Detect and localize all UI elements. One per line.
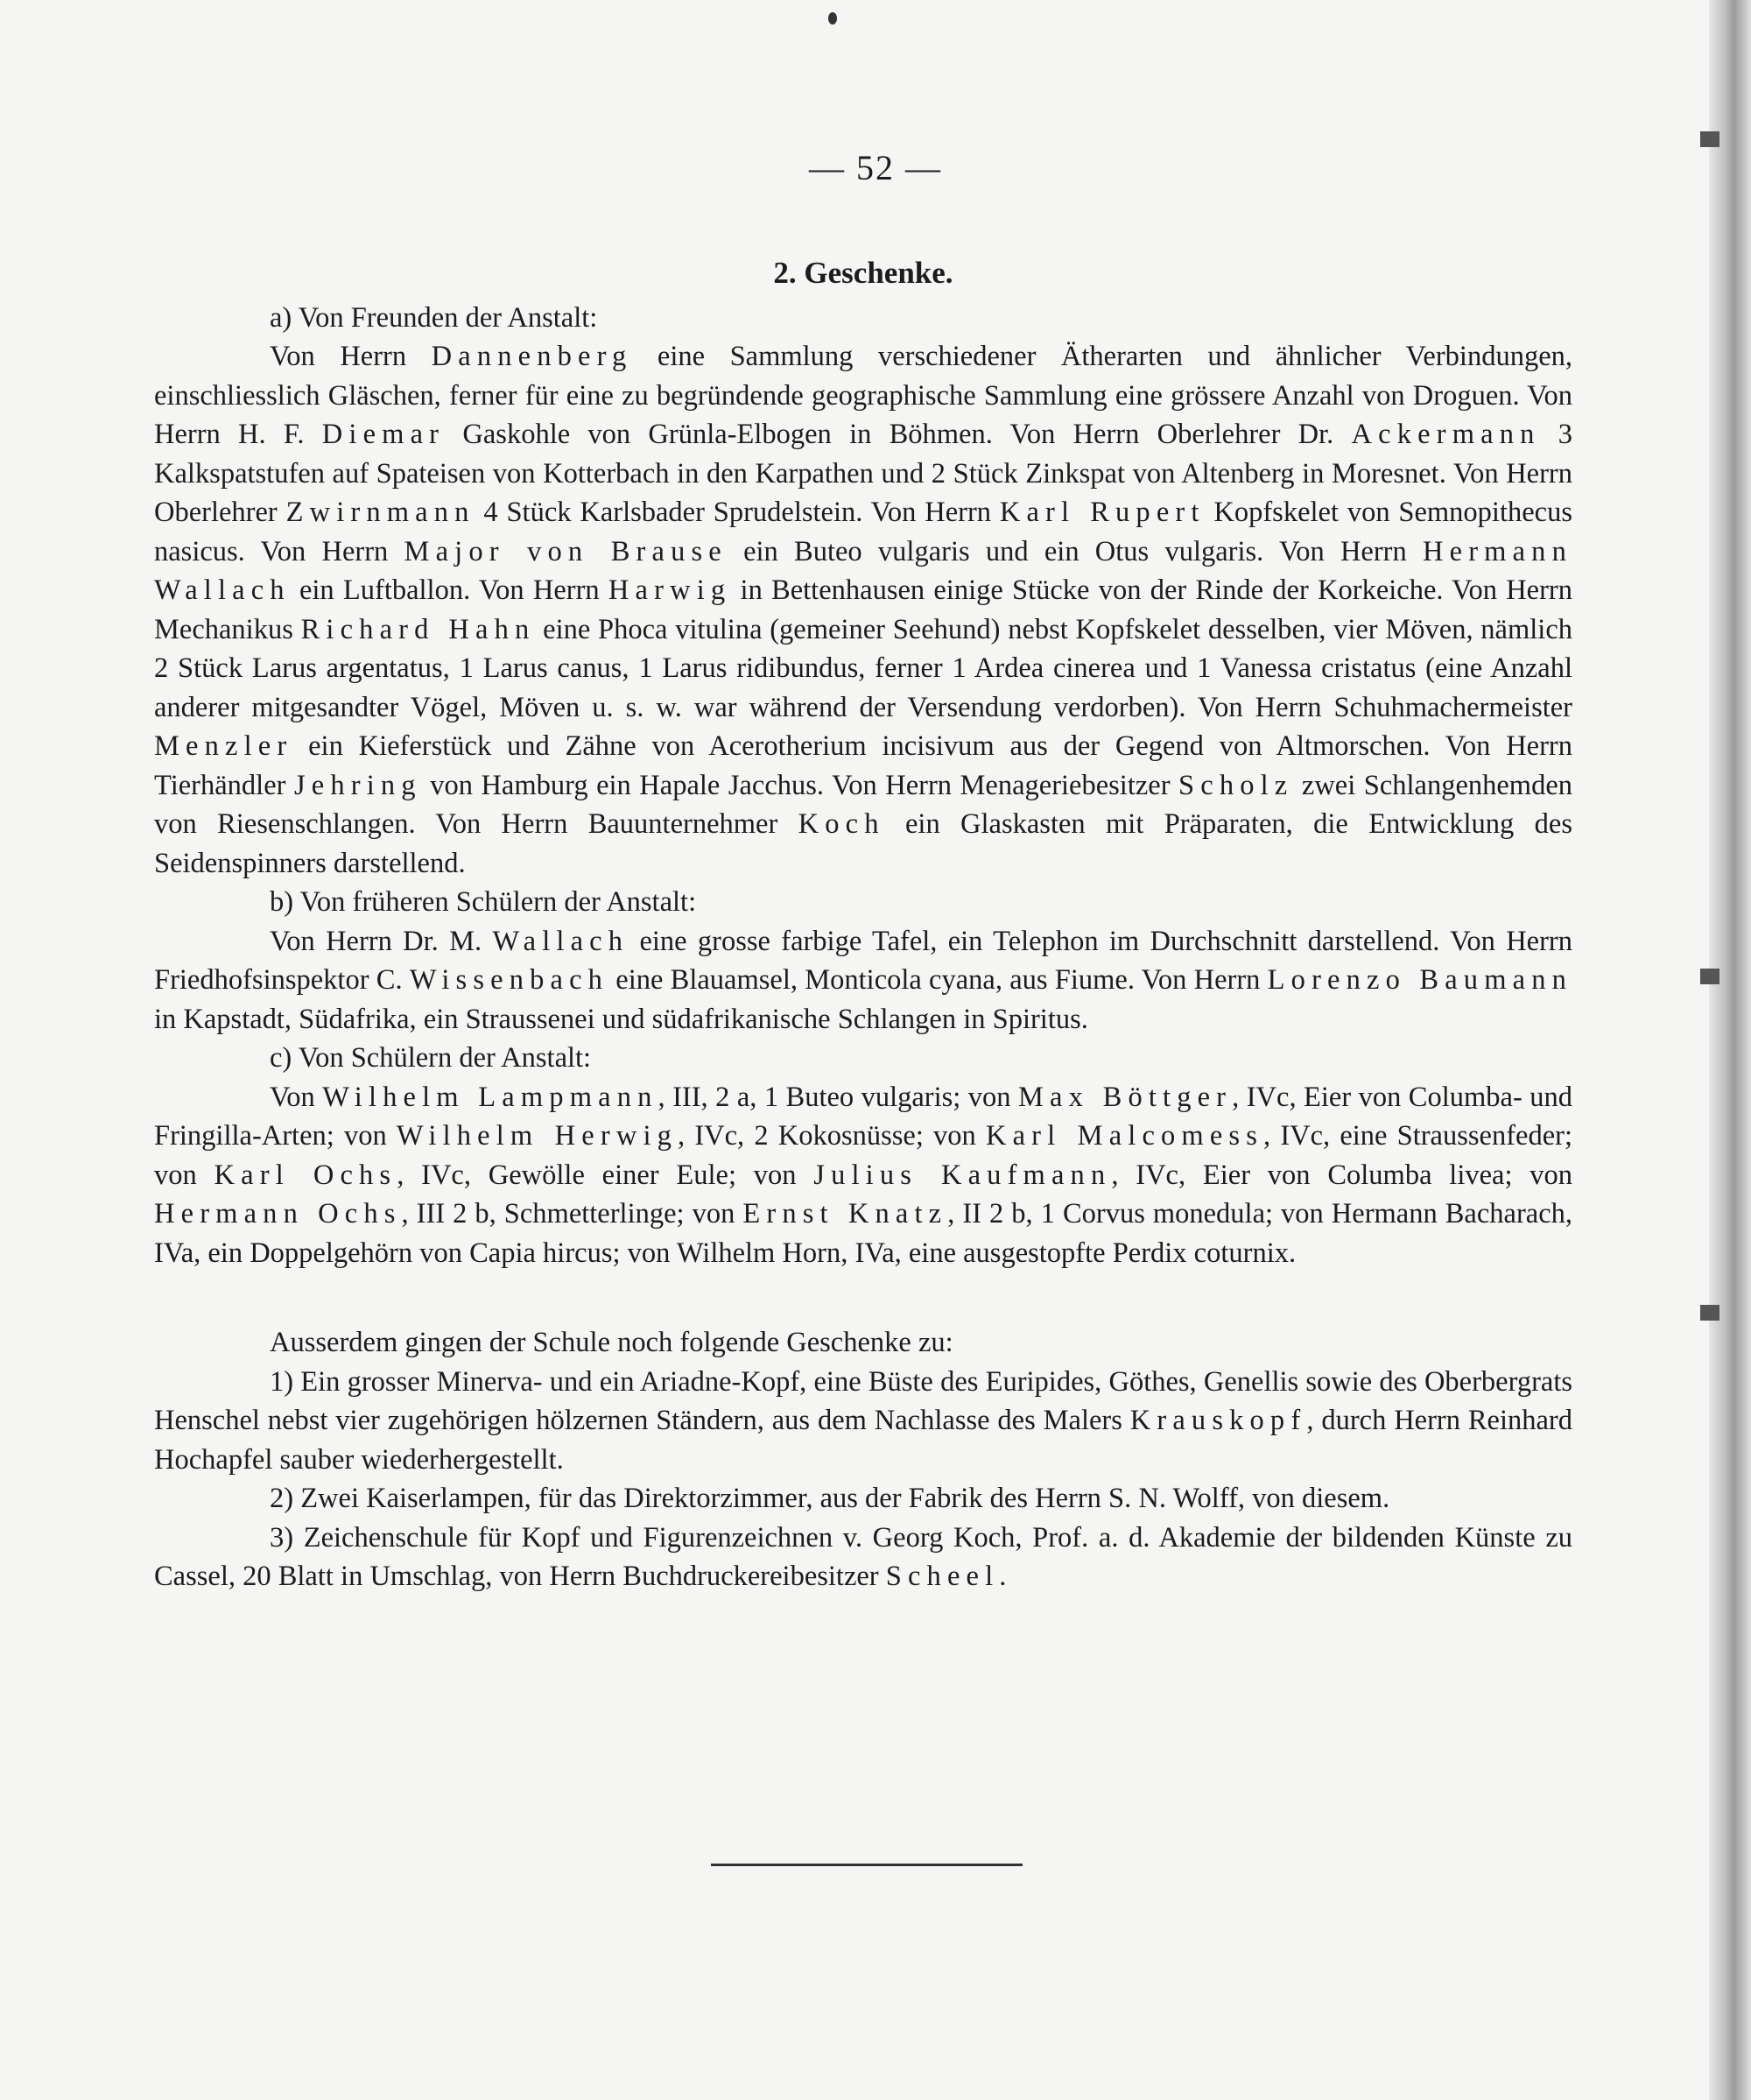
additional-gift-item: 3) Zeichenschule für Kopf und Figurenzeichnen v. Georg Koch, Prof. a. d. Akademie der bildenden Künste zu Cassel, 20 Blatt in Umschlag, von Herrn Buchdruckereibesitzer Scheel. <box>154 1521 1572 1592</box>
additional-gifts-intro: Ausserdem gingen der Schule noch folgende Geschenke zu: <box>270 1327 953 1358</box>
donor-name: Krauskopf <box>1129 1405 1307 1436</box>
donor-name: Scholz <box>1178 769 1294 801</box>
donor-name: Ackermann <box>1351 419 1541 450</box>
edge-mark <box>1700 969 1719 984</box>
donor-name: Zwirnmann <box>285 497 475 528</box>
donor-name: Karl Ochs <box>214 1159 397 1191</box>
donor-name: Koch <box>798 808 885 840</box>
additional-gift-item: 1) Ein grosser Minerva- und ein Ariadne-Kopf, eine Büste des Euripides, Göthes, Genellis sowie des Oberbergrats Henschel nebst vier zugehörigen hölzernen Ständern, aus dem Nachlasse des Malers Krauskopf, durch Herrn Reinhard Hochapfel sauber wiederhergestellt. <box>154 1365 1573 1476</box>
donor-name: Karl Malcomess <box>985 1120 1264 1152</box>
donor-name: Jehring <box>293 769 422 801</box>
donor-name: Richard Hahn <box>300 613 536 645</box>
edge-mark <box>1700 1305 1719 1321</box>
subsection-a-paragraph: Von Herrn Dannenberg eine Sammlung verschiedener Ätherarten und ähnlicher Verbindungen, einschliesslich Gläschen, ferner für eine zu begründende geographische Sammlung eine grössere Anzahl von Droguen. Von Herrn H. F. Diemar Gaskohle von Grünla-Elbogen in Böhmen. Von Herrn Oberlehrer Dr. Ackermann 3 Kalkspatstufen auf Spateisen von Kotterbach in den Karpathen und 2 Stück Zinkspat von Altenberg in Moresnet. Von Herrn Oberlehrer Zwirnmann 4 Stück Karlsbader Sprudelstein. Von Herrn Karl Rupert Kopfskelet von Semnopithecus nasicus. Von Herrn Major von Brause ein Buteo vulgaris und ein Otus vulgaris. Von Herrn Hermann Wallach ein Luftballon. Von Herrn Harwig in Bettenhausen einige Stücke von der Rinde der Korkeiche. Von Herrn Mechanikus Richard Hahn eine Phoca vitulina (gemeiner Seehund) nebst Kopfskelet desselben, vier Möven, nämlich 2 Stück Larus argentatus, 1 Larus canus, 1 Larus ridibundus, ferner 1 Ardea cinerea und 1 Vanessa cristatus (eine Anzahl anderer mitgesandter Vögel, Möven u. s. w. war während der Versendung verdorben). Von Herrn Schuhmachermeister Menzler ein Kieferstück und Zähne von Acerotherium incisivum aus der Gegend von Altmorschen. Von Herrn Tierhändler Jehring von Hamburg ein Hapale Jacchus. Von Herrn Menageriebesitzer Scholz zwei Schlangenhemden von Riesenschlangen. Von Herrn Bauunternehmer Koch ein Glaskasten mit Präparaten, die Entwicklung des Seidenspinners darstellend. <box>154 341 1573 879</box>
donor-name: Ernst Knatz <box>742 1198 948 1230</box>
donor-name: Dannenberg <box>431 341 633 372</box>
donor-name: Wissenbach <box>409 964 609 996</box>
donor-name: Major von Brause <box>404 535 728 567</box>
subsection-a-heading: a) Von Freunden der Anstalt: <box>270 301 598 334</box>
donor-name: Hermann Ochs <box>154 1198 402 1230</box>
page-number: — 52 — <box>809 148 942 187</box>
subsection-c-heading: c) Von Schülern der Anstalt: <box>270 1042 592 1074</box>
section-title: 2. Geschenke. <box>773 256 953 290</box>
donor-name: Wilhelm Herwig <box>396 1120 679 1152</box>
page-body <box>154 254 1572 1596</box>
donor-name: Max Böttger <box>1018 1081 1233 1113</box>
ink-speck <box>828 12 837 25</box>
subsection-b-paragraph: Von Herrn Dr. M. Wallach eine grosse farbige Tafel, ein Telephon im Durchschnitt darstellend. Von Herrn Friedhofsinspektor C. Wissenbach eine Blauamsel, Monticola cyana, aus Fiume. Von Herrn Lorenzo Baumann in Kapstadt, Südafrika, ein Straussenei und südafrikanische Schlangen in Spiritus. <box>154 925 1572 1035</box>
additional-gift-item: 2) Zwei Kaiserlampen, für das Direktorzimmer, aus der Fabrik des Herrn S. N. Wolff, von diesem. <box>270 1483 1390 1514</box>
subsection-b-heading: b) Von früheren Schülern der Anstalt: <box>270 886 697 918</box>
donor-name: Lorenzo Baumann <box>1267 964 1572 996</box>
donor-name: Julius Kaufmann <box>813 1159 1112 1191</box>
edge-mark <box>1700 131 1719 147</box>
donor-name: Scheel <box>885 1561 1000 1592</box>
donor-name: Wilhelm Lampmann <box>322 1081 658 1113</box>
donor-name: Hermann Wallach <box>154 535 1572 606</box>
donor-name: Diemar <box>321 419 446 450</box>
donor-name: Wallach <box>492 925 629 957</box>
donor-name: Harwig <box>608 574 732 606</box>
closing-rule <box>711 1864 1023 1866</box>
donor-name: Karl Rupert <box>999 497 1206 528</box>
page-edge <box>1709 0 1751 2100</box>
donor-name: Menzler <box>154 730 293 762</box>
subsection-c-paragraph: Von Wilhelm Lampmann, III, 2 a, 1 Buteo vulgaris; von Max Böttger, IVc, Eier von Columba- und Fringilla-Arten; von Wilhelm Herwig, IVc, 2 Kokosnüsse; von Karl Malcomess, IVc, eine Straussenfeder; von Karl Ochs, IVc, Gewölle einer Eule; von Julius Kaufmann, IVc, Eier von Columba livea; von Hermann Ochs, III 2 b, Schmetterlinge; von Ernst Knatz, II 2 b, 1 Corvus monedula; von Hermann Bacharach, IVa, ein Doppelgehörn von Capia hircus; von Wilhelm Horn, IVa, eine ausgestopfte Perdix coturnix. <box>154 1081 1573 1269</box>
